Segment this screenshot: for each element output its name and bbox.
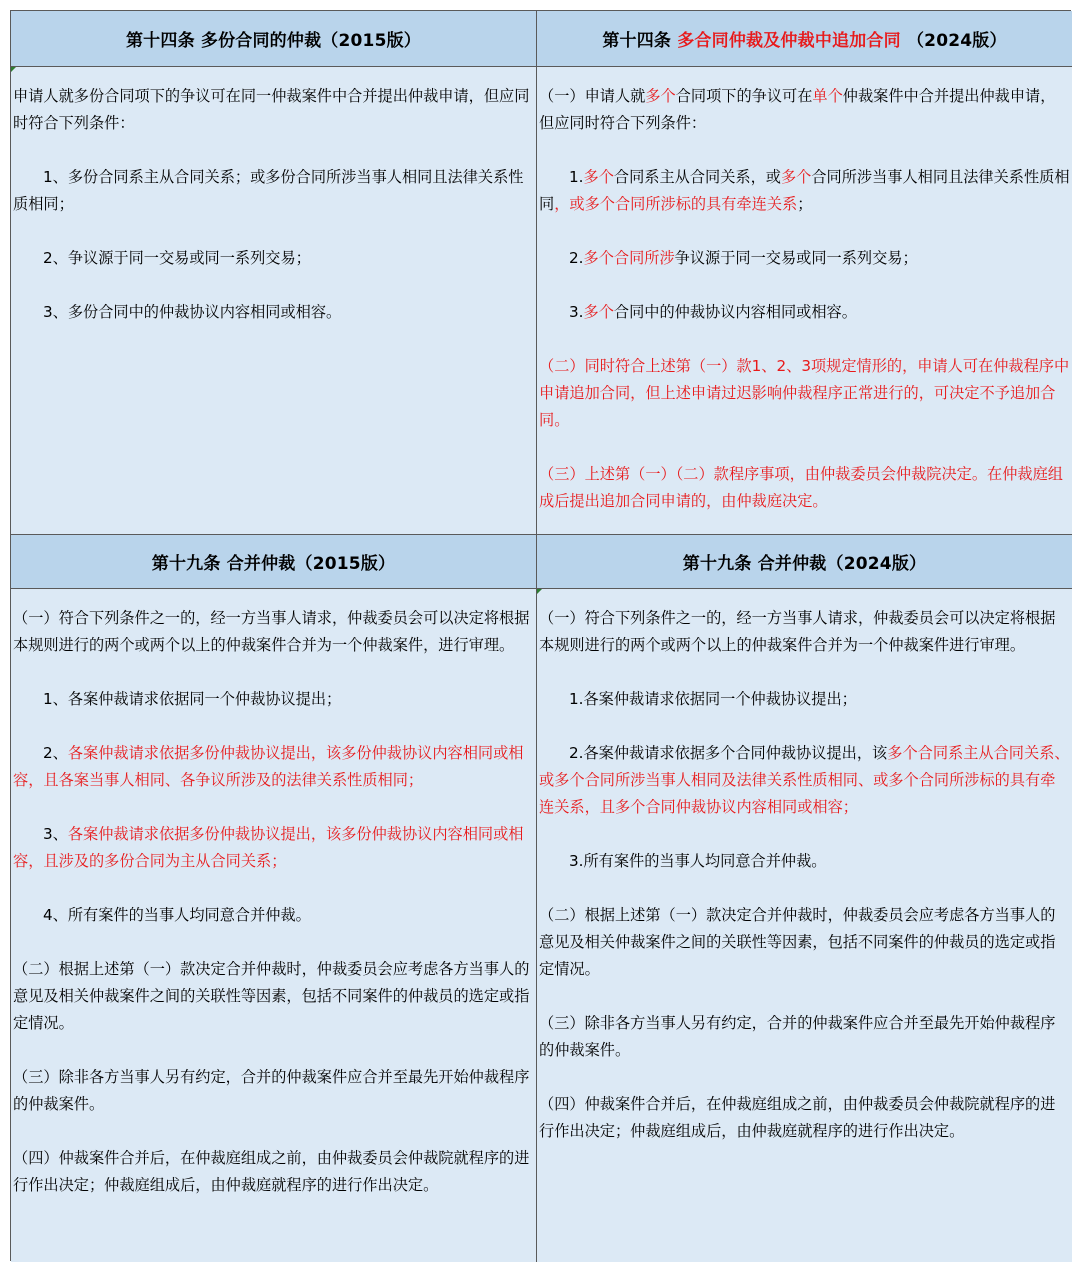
art19-2015-body xyxy=(11,589,537,1262)
list-item: 2、争议源于同一交易或同一系列交易； xyxy=(43,249,311,267)
list-item: 2.多个合同所涉争议源于同一交易或同一系列交易； xyxy=(569,249,918,267)
paragraph: （二）同时符合上述第（一）款1、2、3项规定情形的，申请人可在仲裁程序中申请追加合同，但上述申请过迟影响仲裁程序正常进行的，可决定不予追加合同。 xyxy=(539,357,1070,429)
paragraph: （三）上述第（一）（二）款程序事项，由仲裁委员会仲裁院决定。在仲裁庭组成后提出追加合同申请的，由仲裁庭决定。 xyxy=(539,465,1063,510)
cell-corner-marker xyxy=(11,67,16,72)
list-item: 4、所有案件的当事人均同意合并仲裁。 xyxy=(43,906,311,924)
list-item: 3、各案仲裁请求依据多份仲裁协议提出，该多份仲裁协议内容相同或相容，且涉及的多份合同为主从合同关系； xyxy=(13,825,524,870)
paragraph: （三）除非各方当事人另有约定，合并的仲裁案件应合并至最先开始仲裁程序的仲裁案件。 xyxy=(539,1014,1056,1059)
art19-2024-body xyxy=(537,589,1072,1262)
paragraph: （一）符合下列条件之一的，经一方当事人请求，仲裁委员会可以决定将根据本规则进行的两个或两个以上的仲裁案件合并为一个仲裁案件，进行审理。 xyxy=(13,609,530,654)
list-item: 3、多份合同中的仲裁协议内容相同或相容。 xyxy=(43,303,342,321)
art14-2015-title: 第十四条 多份合同的仲裁（2015版） xyxy=(125,31,422,51)
paragraph: （四）仲裁案件合并后，在仲裁庭组成之前，由仲裁委员会仲裁院就程序的进行作出决定；仲裁庭组成后，由仲裁庭就程序的进行作出决定。 xyxy=(539,1095,1056,1140)
paragraph: （二）根据上述第（一）款决定合并仲裁时，仲裁委员会应考虑各方当事人的意见及相关仲裁案件之间的关联性等因素，包括不同案件的仲裁员的选定或指定情况。 xyxy=(539,906,1056,978)
paragraph: （四）仲裁案件合并后，在仲裁庭组成之前，由仲裁委员会仲裁院就程序的进行作出决定；仲裁庭组成后，由仲裁庭就程序的进行作出决定。 xyxy=(13,1149,530,1194)
list-item: 1、多份合同系主从合同关系；或多份合同所涉当事人相同且法律关系性质相同； xyxy=(13,168,524,213)
list-item: 1.各案仲裁请求依据同一个仲裁协议提出； xyxy=(569,690,857,708)
art19-2024-title: 第十九条 合并仲裁（2024版） xyxy=(682,554,927,574)
list-item: 1.多个合同系主从合同关系，或多个合同所涉当事人相同且法律关系性质相同，或多个合同所涉标的具有牵连关系； xyxy=(539,168,1070,213)
art14-2015-body xyxy=(11,67,537,535)
art14-2024-title: 第十四条 多合同仲裁及仲裁中追加合同 （2024版） xyxy=(602,31,1007,51)
list-item: 3.所有案件的当事人均同意合并仲裁。 xyxy=(569,852,827,870)
cell-corner-marker xyxy=(537,589,542,594)
art14-2015-header xyxy=(11,11,537,67)
paragraph: 申请人就多份合同项下的争议可在同一仲裁案件中合并提出仲裁申请，但应同时符合下列条件： xyxy=(13,87,530,132)
art19-2024-header xyxy=(537,535,1072,589)
art19-2015-header xyxy=(11,535,537,589)
art14-2024-header xyxy=(537,11,1072,67)
list-item: 1、各案仲裁请求依据同一个仲裁协议提出； xyxy=(43,690,342,708)
list-item: 2.各案仲裁请求依据多个合同仲裁协议提出，该多个合同系主从合同关系、或多个合同所涉当事人相同及法律关系性质相同、或多个合同所涉标的具有牵连关系，且多个合同仲裁协议内容相同或相容； xyxy=(539,744,1070,816)
list-item: 3.多个合同中的仲裁协议内容相同或相容。 xyxy=(569,303,857,321)
art19-2015-title: 第十九条 合并仲裁（2015版） xyxy=(151,554,396,574)
art14-2024-body xyxy=(537,67,1072,535)
paragraph: （一）符合下列条件之一的，经一方当事人请求，仲裁委员会可以决定将根据本规则进行的两个或两个以上的仲裁案件合并为一个仲裁案件进行审理。 xyxy=(539,609,1056,654)
paragraph: （三）除非各方当事人另有约定，合并的仲裁案件应合并至最先开始仲裁程序的仲裁案件。 xyxy=(13,1068,530,1113)
list-item: 2、各案仲裁请求依据多份仲裁协议提出，该多份仲裁协议内容相同或相容，且各案当事人相同、各争议所涉及的法律关系性质相同； xyxy=(13,744,524,789)
paragraph: （一）申请人就多个合同项下的争议可在单个仲裁案件中合并提出仲裁申请，但应同时符合下列条件： xyxy=(539,87,1056,132)
paragraph: （二）根据上述第（一）款决定合并仲裁时，仲裁委员会应考虑各方当事人的意见及相关仲裁案件之间的关联性等因素，包括不同案件的仲裁员的选定或指定情况。 xyxy=(13,960,530,1032)
comparison-table xyxy=(10,10,1071,1261)
